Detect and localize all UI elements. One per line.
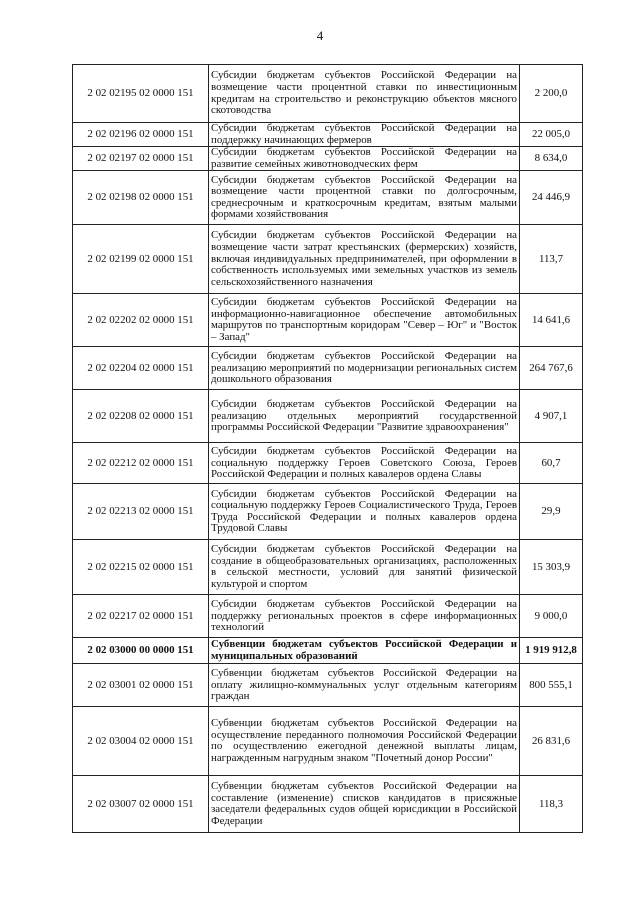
classification-code-cell: 2 02 02213 02 0000 151 (73, 484, 209, 540)
amount-cell: 60,7 (520, 443, 583, 484)
revenue-name-cell: Субвенции бюджетам субъектов Российской Федерации на составление (изменение) списков кандидатов в присяжные заседатели федеральных судов общей юрисдикции в Российской Федерации (209, 776, 520, 833)
revenue-name-cell: Субсидии бюджетам субъектов Российской Федерации на возмещение части процентной ставки по инвестиционным кредитам на строительство и реконструкцию объектов мясного скотоводства (209, 65, 520, 123)
amount-cell: 29,9 (520, 484, 583, 540)
table-row (73, 707, 583, 776)
revenue-name-cell: Субсидии бюджетам субъектов Российской Федерации на возмещение части затрат крестьянских (фермерских) хозяйств, включая индивидуальных предпринимателей, при оформлении в собственность используемых ими земельных участков из земель сельскохозяйственного назначения (209, 225, 520, 294)
revenue-name-cell: Субсидии бюджетам субъектов Российской Федерации на реализацию мероприятий по модернизации региональных систем дошкольного образования (209, 347, 520, 390)
amount-cell: 24 446,9 (520, 171, 583, 225)
revenue-name-cell: Субсидии бюджетам субъектов Российской Федерации на социальную поддержку Героев Советского Союза, Героев Российской Федерации и полных кавалеров ордена Славы (209, 443, 520, 484)
amount-cell: 1 919 912,8 (520, 638, 583, 664)
classification-code-cell: 2 02 03004 02 0000 151 (73, 707, 209, 776)
revenue-name-cell: Субсидии бюджетам субъектов Российской Федерации на реализацию отдельных мероприятий государственной программы Российской Федерации "Развитие здравоохранения" (209, 390, 520, 443)
revenue-name-cell: Субсидии бюджетам субъектов Российской Федерации на развитие семейных животноводческих ферм (209, 147, 520, 171)
classification-code-cell: 2 02 02197 02 0000 151 (73, 147, 209, 171)
classification-code-cell: 2 02 02199 02 0000 151 (73, 225, 209, 294)
classification-code-cell: 2 02 02204 02 0000 151 (73, 347, 209, 390)
amount-cell: 118,3 (520, 776, 583, 833)
table-row (73, 443, 583, 484)
classification-code-cell: 2 02 03007 02 0000 151 (73, 776, 209, 833)
revenue-name-cell: Субвенции бюджетам субъектов Российской Федерации и муниципальных образований (209, 638, 520, 664)
amount-cell: 14 641,6 (520, 294, 583, 347)
revenue-name-cell: Субсидии бюджетам субъектов Российской Федерации на возмещение части процентной ставки по долгосрочным, среднесрочным и краткосрочным кредитам, взятым малыми формами хозяйствования (209, 171, 520, 225)
revenue-name-cell: Субвенции бюджетам субъектов Российской Федерации на осуществление переданного полномочия Российской Федерации по осуществлению ежегодной денежной выплаты лицам, награжденным нагрудным знаком "Почетный донор России" (209, 707, 520, 776)
amount-cell: 15 303,9 (520, 540, 583, 595)
table-row (73, 347, 583, 390)
page-number: 4 (316, 28, 324, 43)
amount-cell: 8 634,0 (520, 147, 583, 171)
table-body (73, 65, 583, 833)
table-row (73, 390, 583, 443)
amount-cell: 4 907,1 (520, 390, 583, 443)
classification-code-cell: 2 02 03000 00 0000 151 (73, 638, 209, 664)
table-row (73, 123, 583, 147)
table-row (73, 171, 583, 225)
classification-code-cell: 2 02 02212 02 0000 151 (73, 443, 209, 484)
amount-cell: 2 200,0 (520, 65, 583, 123)
classification-code-cell: 2 02 02195 02 0000 151 (73, 65, 209, 123)
table-row (73, 776, 583, 833)
table-row (73, 638, 583, 664)
revenue-name-cell: Субсидии бюджетам субъектов Российской Федерации на создание в общеобразовательных организациях, расположенных в сельской местности, условий для занятий физической культурой и спортом (209, 540, 520, 595)
classification-code-cell: 2 02 03001 02 0000 151 (73, 664, 209, 707)
classification-code-cell: 2 02 02202 02 0000 151 (73, 294, 209, 347)
revenue-name-cell: Субсидии бюджетам субъектов Российской Федерации на поддержку начинающих фермеров (209, 123, 520, 147)
classification-code-cell: 2 02 02208 02 0000 151 (73, 390, 209, 443)
revenue-name-cell: Субсидии бюджетам субъектов Российской Федерации на информационно-навигационное обеспечение автомобильных маршрутов по транспортным коридорам "Север – Юг" и "Восток – Запад" (209, 294, 520, 347)
classification-code-cell: 2 02 02198 02 0000 151 (73, 171, 209, 225)
amount-cell: 26 831,6 (520, 707, 583, 776)
table-row (73, 65, 583, 123)
table-row (73, 595, 583, 638)
amount-cell: 264 767,6 (520, 347, 583, 390)
table-row (73, 540, 583, 595)
budget-revenue-table (72, 64, 583, 833)
amount-cell: 113,7 (520, 225, 583, 294)
table-row (73, 664, 583, 707)
revenue-name-cell: Субвенции бюджетам субъектов Российской Федерации на оплату жилищно-коммунальных услуг отдельным категориям граждан (209, 664, 520, 707)
classification-code-cell: 2 02 02215 02 0000 151 (73, 540, 209, 595)
amount-cell: 9 000,0 (520, 595, 583, 638)
table-row (73, 225, 583, 294)
classification-code-cell: 2 02 02217 02 0000 151 (73, 595, 209, 638)
revenue-name-cell: Субсидии бюджетам субъектов Российской Федерации на социальную поддержку Героев Социалистического Труда, Героев Труда Российской Федерации и полных кавалеров ордена Трудовой Славы (209, 484, 520, 540)
table-row (73, 147, 583, 171)
table-row (73, 294, 583, 347)
classification-code-cell: 2 02 02196 02 0000 151 (73, 123, 209, 147)
revenue-name-cell: Субсидии бюджетам субъектов Российской Федерации на поддержку региональных проектов в сфере информационных технологий (209, 595, 520, 638)
table-row (73, 484, 583, 540)
amount-cell: 22 005,0 (520, 123, 583, 147)
amount-cell: 800 555,1 (520, 664, 583, 707)
